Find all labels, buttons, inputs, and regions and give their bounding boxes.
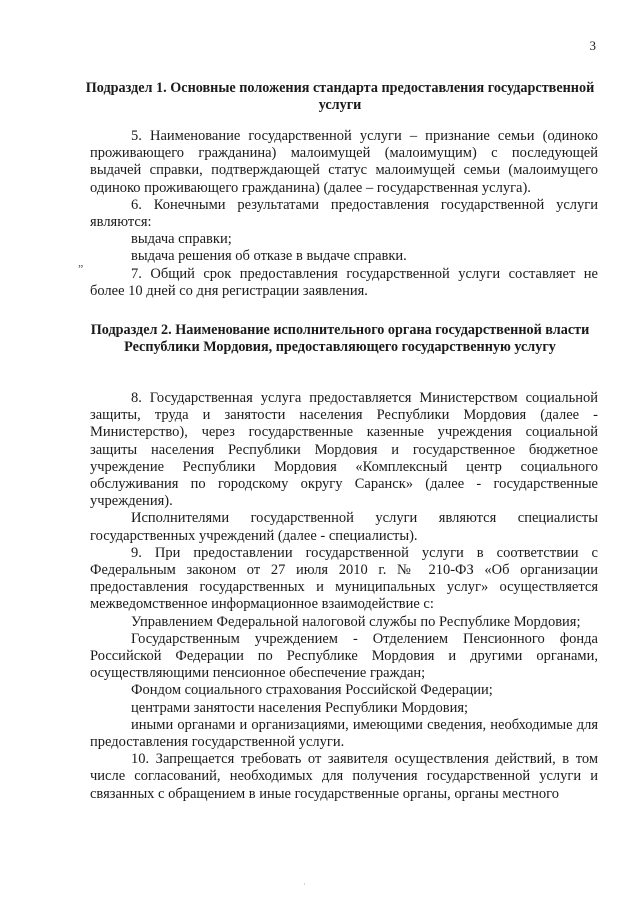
section1-title: Подраздел 1. Основные положения стандарта предоставления государственной услуги bbox=[85, 80, 595, 113]
margin-mark: „ bbox=[78, 255, 84, 269]
paragraph-executors: Исполнителями государственной услуги являются специалисты государственных учреждений (далее - специалисты). bbox=[90, 510, 598, 544]
list-item-issue-certificate: выдача справки; bbox=[131, 231, 232, 248]
section2-title: Подраздел 2. Наименование исполнительного органа государственной власти Республики Мордовия, предоставляющего государственную услугу bbox=[90, 322, 590, 355]
list-item-social-insurance: Фондом социального страхования Российской Федерации; bbox=[131, 682, 493, 699]
list-item-tax-service: Управлением Федеральной налоговой службы по Республике Мордовия; bbox=[131, 613, 581, 630]
paragraph-9: 9. При предоставлении государственной услуги в соответствии с Федеральным законом от 27 июля 2010 г. № 210-ФЗ «Об организации предоставления государственных и муниципальных услуг» осуществляется межведомственное информационное взаимодействие с: bbox=[90, 544, 598, 613]
list-item-refusal-decision: выдача решения об отказе в выдаче справки. bbox=[131, 248, 407, 265]
paragraph-8: 8. Государственная услуга предоставляется Министерством социальной защиты, труда и занятости населения Республики Мордовия (далее - Министерство), через государственные казенные учреждения социальной защиты населения Республики Мордовия и государственное бюджетное учреждение Республики Мордовия «Комплексный центр социального обслуживания по городскому округу Саранск» (далее - государственные учреждения). bbox=[90, 390, 598, 510]
page-number: 3 bbox=[589, 38, 596, 53]
paragraph-10: 10. Запрещается требовать от заявителя осуществления действий, в том числе согласований, необходимых для получения государственной услуги и связанных с обращением в иные государственные органы, органы местного bbox=[90, 751, 598, 802]
paragraph-7: 7. Общий срок предоставления государственной услуги составляет не более 10 дней со дня регистрации заявления. bbox=[90, 265, 598, 299]
section2-body bbox=[90, 390, 598, 803]
list-item-employment-centers: центрами занятости населения Республики Мордовия; bbox=[131, 699, 469, 716]
list-item-pension-fund: Государственным учреждением - Отделением Пенсионного фонда Российской Федерации по Республике Мордовия и другими органами, осуществляющими пенсионное обеспечение граждан; bbox=[90, 630, 598, 682]
section1-body bbox=[90, 128, 598, 300]
list-item-other-organs: иными органами и организациями, имеющими сведения, необходимые для предоставления государственной услуги. bbox=[90, 716, 598, 751]
paragraph-6: 6. Конечными результатами предоставления государственной услуги являются: bbox=[90, 196, 598, 231]
paragraph-5: 5. Наименование государственной услуги – признание семьи (одиноко проживающего гражданина) малоимущей (малоимущим) с последующей выдачей справки, подтверждающей статус малоимущей семьи (малоимущего одиноко проживающего гражданина) (далее – государственная услуга). bbox=[90, 128, 598, 196]
scan-dot: · bbox=[303, 880, 306, 889]
